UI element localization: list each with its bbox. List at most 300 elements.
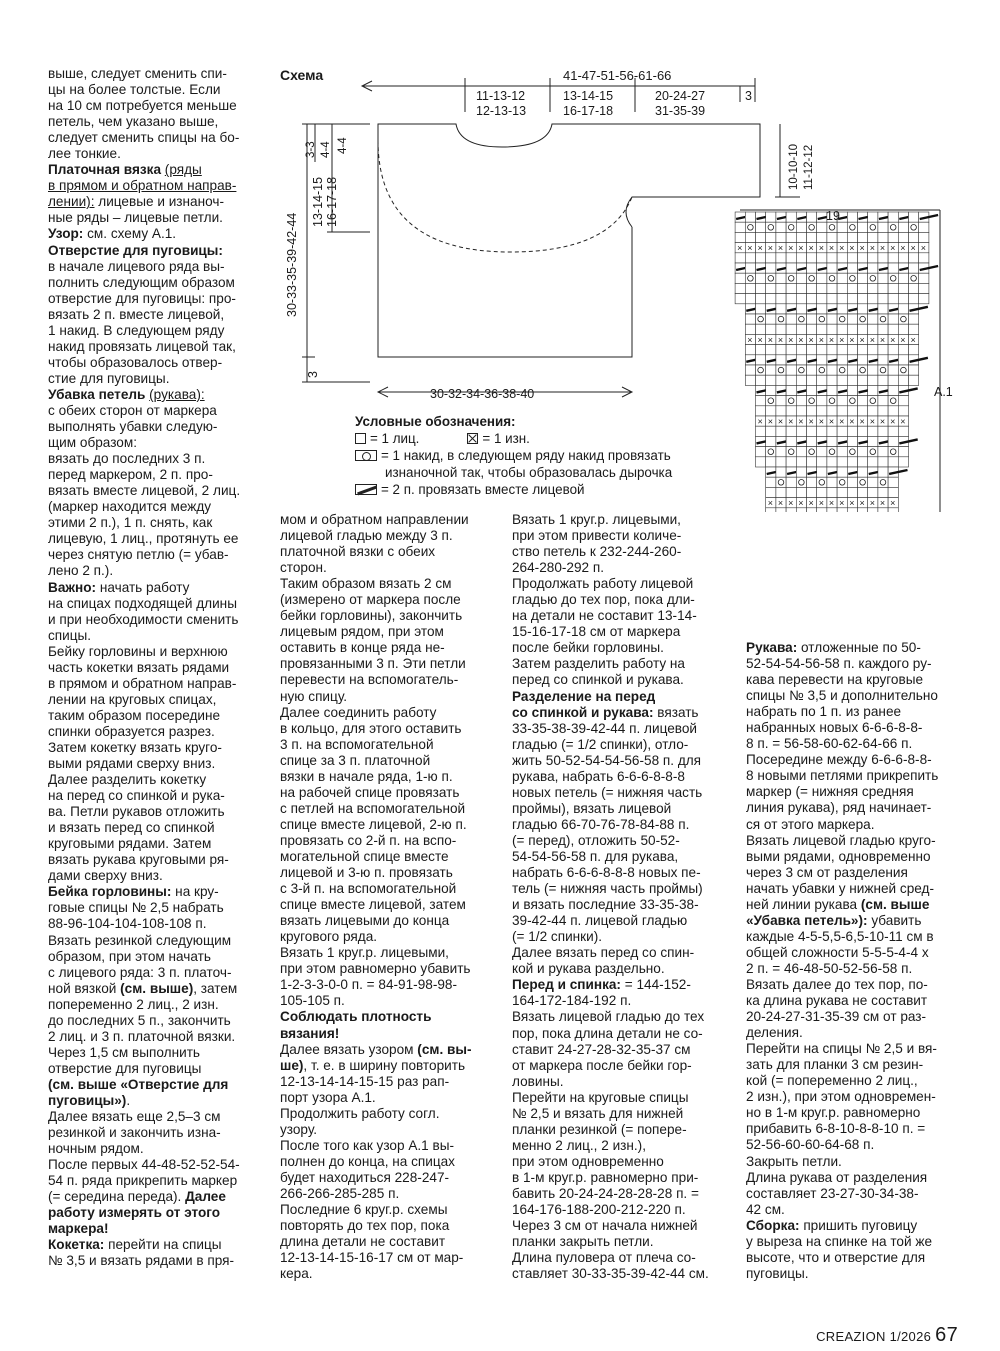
- purl-mark: ×: [849, 498, 855, 509]
- chart-cell: [898, 253, 908, 263]
- legend: Условные обозначения: = 1 лиц. = 1 изн. = 1 накид, в следующем ряду накид провязать изнаночной так, чтобы образовалась дырочка = 2 п. провязать вместе лицевой: [355, 414, 673, 497]
- chart-cell: [888, 263, 898, 273]
- chart-cell: [786, 222, 796, 232]
- text-line: выше, следует сменить спи-: [48, 66, 227, 81]
- text-line: Посередине между 6-6-6-8-8-: [746, 752, 932, 768]
- text-line: этими 2 п.), 1 п. снять, как: [48, 515, 213, 531]
- text-line: следует сменить спицы на бо-: [48, 130, 240, 146]
- text-line: прибавить 6-8-10-8-8-10 п. =: [746, 1121, 926, 1137]
- chart-cell: [847, 487, 857, 497]
- text-line: набранных новых 6-6-6-8-8-: [746, 720, 923, 736]
- chart-cell: [888, 232, 898, 242]
- chart-cell: [766, 263, 776, 273]
- chart-cell: [776, 508, 786, 512]
- chart-cell: [776, 314, 786, 324]
- purl-mark: ×: [818, 416, 824, 427]
- purl-mark: ×: [890, 334, 896, 345]
- text-line: резинкой и закончить изна-: [48, 1125, 221, 1141]
- purl-mark: ×: [788, 416, 794, 427]
- purl-mark: ×: [920, 243, 926, 254]
- text-line: 1-2-3-3-0-0 п. = 84-91-98-98-: [280, 977, 457, 993]
- chart-cell: [756, 426, 766, 436]
- chart-cell: [756, 304, 766, 314]
- chart-cell: [796, 273, 806, 283]
- text-line: с 3-й п. на вспомогательной: [280, 881, 457, 897]
- text-line: ную спицу.: [280, 688, 348, 704]
- chart-cell: [807, 324, 817, 334]
- purl-mark: ×: [808, 243, 814, 254]
- chart-cell: [786, 447, 796, 457]
- chart-cell: [766, 365, 776, 375]
- chart-cell: [796, 304, 806, 314]
- text-line: зать для планки 3 см резин-: [746, 1057, 924, 1073]
- chart-cell: [837, 365, 847, 375]
- purl-mark: ×: [777, 243, 784, 254]
- text-line: лицевую, 1 лиц., протянуть ее: [48, 531, 239, 547]
- chart-cell: [868, 457, 878, 467]
- chart-cell: [898, 283, 908, 293]
- purl-mark: ×: [808, 334, 814, 345]
- text-line: 266-266-285-285 п.: [280, 1185, 400, 1201]
- chart-cell: [817, 477, 827, 487]
- chart-cell: [735, 273, 745, 283]
- purl-mark: ×: [879, 498, 886, 509]
- chart-cell: [868, 273, 878, 283]
- chart-cell: [786, 457, 796, 467]
- text-line: работу измерять от этого: [48, 1205, 221, 1221]
- text-line: лицевым рядом, при этом: [280, 624, 444, 640]
- text-line: на перед со спинкой и рука-: [48, 788, 225, 804]
- chart-cell: [807, 447, 817, 457]
- chart-cell: [817, 345, 827, 355]
- chart-cell: [868, 396, 878, 406]
- chart-cell: [745, 365, 755, 375]
- chart-cell: [827, 385, 837, 395]
- text-line: Разделение на перед: [512, 688, 656, 704]
- text-line: стие для пуговицы.: [48, 370, 170, 386]
- chart-cell: [756, 457, 766, 467]
- chart-cell: [817, 426, 827, 436]
- text-line: платочной вязки с обеих: [280, 544, 436, 560]
- chart-cell: [807, 365, 817, 375]
- chart-cell: [898, 406, 908, 416]
- chart-cell: [868, 365, 878, 375]
- chart-cell: [868, 212, 878, 222]
- purl-mark: ×: [798, 334, 804, 345]
- chart-cell: [807, 253, 817, 263]
- chart-cell: [878, 253, 888, 263]
- chart-cell: [827, 406, 837, 416]
- chart-cell: [909, 212, 919, 222]
- chart-cell: [868, 447, 878, 457]
- purl-mark: ×: [808, 416, 814, 427]
- chart-cell: [888, 457, 898, 467]
- text-line: и при необходимости сменить: [48, 611, 239, 627]
- chart-cell: [817, 508, 827, 512]
- chart-cell: [786, 314, 796, 324]
- chart-cell: [817, 447, 827, 457]
- chart-cell: [796, 396, 806, 406]
- chart-cell: [909, 314, 919, 324]
- chart-cell: [817, 294, 827, 304]
- text-line: (= перед), отложить 50-52-: [512, 832, 680, 848]
- purl-mark: ×: [900, 334, 906, 345]
- purl-mark: ×: [747, 243, 753, 254]
- text-column-4: [746, 640, 958, 1282]
- text-line: бавить 20-24-24-28-28-28 п. =: [512, 1185, 699, 1201]
- text-line: выполнять убавки следую-: [48, 419, 218, 435]
- chart-cell: [796, 365, 806, 375]
- chart-cell: [776, 273, 786, 283]
- chart-cell: [858, 467, 868, 477]
- text-line: гладью до тех пор, пока дли-: [512, 592, 695, 608]
- text-line: пор, пока длина детали не со-: [512, 1025, 703, 1041]
- purl-mark: ×: [900, 416, 906, 427]
- text-line: после бейки горловины.: [512, 640, 664, 656]
- diagram-title: Схема: [280, 67, 324, 83]
- purl-mark: ×: [869, 334, 875, 345]
- text-line: Затем разделить работу на: [512, 656, 685, 672]
- text-line: Вязать 1 круг.р. лицевыми,: [512, 512, 681, 527]
- chart-cell: [878, 355, 888, 365]
- text-line: от маркера после бейки гор-: [512, 1057, 692, 1073]
- chart-cell: [878, 222, 888, 232]
- chart-cell: [888, 477, 898, 487]
- chart-cell: [786, 406, 796, 416]
- chart-cell: [837, 253, 847, 263]
- text-line: вязания!: [280, 1025, 340, 1041]
- chart-cell: [878, 477, 888, 487]
- chart-cell: [827, 396, 837, 406]
- chart-cell: [766, 375, 776, 385]
- chart-cell: [909, 375, 919, 385]
- chart-cell: [898, 304, 908, 314]
- chart-cell: [786, 345, 796, 355]
- chart-cell: [847, 263, 857, 273]
- text-line: новых петель (= нижняя часть: [512, 784, 703, 800]
- chart-cell: [868, 406, 878, 416]
- text-line: круговыми рядами. Затем: [48, 836, 212, 852]
- chart-cell: [796, 283, 806, 293]
- chart-cell: [786, 436, 796, 446]
- text-column-2: [280, 512, 502, 1282]
- text-line: Закрыть петли.: [746, 1153, 842, 1169]
- chart-cell: [756, 365, 766, 375]
- chart-cell: [868, 375, 878, 385]
- chart-cell: [745, 345, 755, 355]
- svg-text:16-17-18: 16-17-18: [325, 176, 339, 227]
- svg-text:3-3: 3-3: [305, 141, 317, 158]
- text-line: чтобы образовалось отвер-: [48, 354, 223, 370]
- chart-cell: [827, 273, 837, 283]
- text-line: вязать вместе лицевой, 2 лиц.: [48, 483, 241, 499]
- chart-cell: [898, 365, 908, 375]
- chart-cell: [756, 324, 766, 334]
- chart-cell: [766, 436, 776, 446]
- text-line: маркера!: [48, 1221, 109, 1237]
- text-line: выми рядами сверху вниз.: [48, 756, 216, 772]
- purl-mark: ×: [808, 498, 814, 509]
- svg-text:20-24-27: 20-24-27: [655, 89, 706, 103]
- chart-cell: [766, 508, 776, 512]
- chart-cell: [868, 294, 878, 304]
- svg-text:11-12-12: 11-12-12: [803, 144, 815, 190]
- text-line: ка длина рукава не составит: [746, 993, 928, 1009]
- text-line: 2 п. = 46-48-50-52-56-58 п.: [746, 960, 913, 976]
- chart-cell: [817, 406, 827, 416]
- text-line: ной вязкой (см. выше), затем: [48, 980, 238, 996]
- chart-cell: [786, 487, 796, 497]
- chart-cell: [745, 222, 755, 232]
- svg-text:A.1: A.1: [934, 385, 953, 399]
- purl-mark: ×: [859, 334, 865, 345]
- purl-mark: ×: [818, 334, 824, 345]
- chart-cell: [858, 508, 868, 512]
- chart-cell: [766, 294, 776, 304]
- chart-cell: [909, 345, 919, 355]
- chart-cell: [868, 263, 878, 273]
- chart-cell: [868, 283, 878, 293]
- chart-cell: [837, 345, 847, 355]
- svg-text:13-14-15: 13-14-15: [563, 89, 614, 103]
- text-line: ставляет 30-33-35-39-42-44 см.: [512, 1266, 709, 1282]
- text-line: бейки горловины), закончить: [280, 608, 463, 624]
- text-line: спице за 3 п. платочной: [280, 752, 431, 768]
- text-line: Сборка: пришить пуговицу: [746, 1217, 918, 1233]
- chart-cell: [888, 273, 898, 283]
- chart-cell: [817, 222, 827, 232]
- svg-text:30-33-35-39-42-44: 30-33-35-39-42-44: [285, 212, 299, 317]
- chart-cell: [898, 314, 908, 324]
- chart-cell: [827, 314, 837, 324]
- chart-cell: [776, 375, 786, 385]
- chart-cell: [827, 487, 837, 497]
- purl-mark: ×: [777, 498, 784, 509]
- chart-cell: [837, 467, 847, 477]
- chart-cell: [766, 232, 776, 242]
- chart-cell: [817, 467, 827, 477]
- text-line: в прямом и обратном направ-: [48, 675, 237, 691]
- svg-text:12-13-13: 12-13-13: [476, 104, 527, 118]
- chart-cell: [909, 232, 919, 242]
- purl-mark: ×: [849, 334, 855, 345]
- chart-cell: [796, 294, 806, 304]
- text-line: Перейти на спицы № 2,5 и вя-: [746, 1041, 937, 1057]
- chart-cell: [796, 314, 806, 324]
- chart-cell: [776, 232, 786, 242]
- text-line: у выреза на спинке на той же: [746, 1233, 932, 1249]
- chart-cell: [786, 385, 796, 395]
- text-line: Далее вязать перед со спин-: [512, 945, 695, 961]
- chart-cell: [796, 232, 806, 242]
- chart-cell: [756, 283, 766, 293]
- chart-cell: [888, 447, 898, 457]
- chart-cell: [817, 487, 827, 497]
- text-line: Перед и спинка: = 144-152-: [512, 977, 691, 993]
- chart-cell: [776, 426, 786, 436]
- chart-cell: [888, 345, 898, 355]
- svg-text:31-35-39: 31-35-39: [655, 104, 706, 118]
- chart-cell: [837, 477, 847, 487]
- text-line: Вязать резинкой следующим: [48, 932, 232, 948]
- chart-cell: [796, 508, 806, 512]
- chart-cell: [776, 447, 786, 457]
- text-line: 39-42-44 п. лицевой гладью: [512, 913, 688, 929]
- chart-cell: [807, 294, 817, 304]
- chart-cell: [888, 436, 898, 446]
- chart-cell: [766, 345, 776, 355]
- chart-cell: [817, 253, 827, 263]
- purl-mark: ×: [777, 416, 784, 427]
- chart-cell: [837, 283, 847, 293]
- purl-mark: ×: [747, 334, 753, 345]
- chart-cell: [786, 396, 796, 406]
- chart-cell: [756, 232, 766, 242]
- purl-mark: ×: [839, 334, 845, 345]
- chart-cell: [878, 304, 888, 314]
- chart-cell: [807, 375, 817, 385]
- chart-cell: [827, 222, 837, 232]
- text-line: Вязать лицевой гладью круго-: [746, 832, 936, 848]
- text-line: Длина рукава от разделения: [746, 1169, 928, 1185]
- text-line: 12-13-14-15-16-17 см от мар-: [280, 1250, 464, 1266]
- text-line: на спицах подходящей длины: [48, 595, 237, 611]
- chart-cell: [888, 283, 898, 293]
- text-line: 105-105 п.: [280, 993, 345, 1009]
- text-line: дами сверху вниз.: [48, 868, 163, 884]
- chart-cell: [796, 324, 806, 334]
- purl-mark: ×: [788, 334, 794, 345]
- chart-cell: [817, 365, 827, 375]
- chart-cell: [847, 345, 857, 355]
- chart-cell: [756, 447, 766, 457]
- text-line: в прямом и обратном направ-: [48, 178, 237, 194]
- text-line: отверстие для пуговицы: [48, 1060, 202, 1076]
- chart-cell: [837, 375, 847, 385]
- purl-mark: ×: [798, 498, 804, 509]
- chart-cell: [827, 263, 837, 273]
- chart-cell: [888, 385, 898, 395]
- chart-cell: [858, 314, 868, 324]
- chart-cell: [837, 447, 847, 457]
- purl-mark: ×: [788, 498, 794, 509]
- chart-cell: [847, 314, 857, 324]
- chart-cell: [847, 426, 857, 436]
- chart-cell: [796, 375, 806, 385]
- text-line: будет находиться 228-247-: [280, 1169, 450, 1185]
- pattern-chart-a1: [735, 212, 938, 512]
- text-line: мом и обратном направлении: [280, 512, 469, 527]
- chart-cell: [786, 508, 796, 512]
- text-line: ство петель к 232-244-260-: [512, 544, 682, 560]
- purl-mark: ×: [839, 416, 845, 427]
- chart-cell: [847, 447, 857, 457]
- text-line: вязать рукава круговыми ря-: [48, 852, 229, 868]
- purl-mark: ×: [869, 416, 875, 427]
- chart-cell: [766, 396, 776, 406]
- purl-mark: ×: [828, 498, 835, 509]
- text-line: 42 см.: [746, 1201, 785, 1217]
- chart-cell: [776, 283, 786, 293]
- chart-cell: [827, 436, 837, 446]
- chart-cell: [919, 222, 929, 232]
- text-line: Бейку горловины и верхнюю: [48, 643, 228, 659]
- chart-cell: [898, 273, 908, 283]
- chart-cell: [878, 294, 888, 304]
- chart-cell: [745, 314, 755, 324]
- text-line: Важно: начать работу: [48, 579, 190, 595]
- chart-cell: [776, 304, 786, 314]
- text-line: ные ряды – лицевые петли.: [48, 210, 223, 226]
- text-line: проймы), вязать лицевой: [512, 800, 672, 816]
- chart-cell: [776, 406, 786, 416]
- chart-cell: [909, 273, 919, 283]
- chart-cell: [898, 457, 908, 467]
- text-line: кой и рукава раздельно.: [512, 961, 665, 977]
- chart-cell: [766, 212, 776, 222]
- purl-mark: ×: [849, 416, 855, 427]
- chart-cell: [796, 345, 806, 355]
- chart-cell: [807, 283, 817, 293]
- text-line: Перейти на круговые спицы: [512, 1089, 689, 1105]
- chart-cell: [858, 324, 868, 334]
- purl-mark: ×: [910, 334, 916, 345]
- chart-cell: [807, 232, 817, 242]
- chart-cell: [796, 406, 806, 416]
- chart-cell: [817, 314, 827, 324]
- chart-cell: [888, 365, 898, 375]
- text-line: Далее соединить работу: [280, 704, 437, 720]
- chart-cell: [745, 273, 755, 283]
- text-line: гладью 66-70-76-78-84-88 п.: [512, 816, 690, 832]
- chart-cell: [756, 253, 766, 263]
- chart-cell: [888, 487, 898, 497]
- chart-cell: [807, 436, 817, 446]
- chart-cell: [868, 477, 878, 487]
- chart-cell: [756, 396, 766, 406]
- chart-cell: [756, 222, 766, 232]
- chart-cell: [796, 222, 806, 232]
- text-line: Отверстие для пуговицы:: [48, 242, 223, 258]
- purl-mark: ×: [869, 498, 875, 509]
- text-line: через снятую петлю (= убав-: [48, 547, 229, 563]
- chart-cell: [858, 355, 868, 365]
- purl-mark: ×: [818, 243, 824, 254]
- chart-cell: [776, 457, 786, 467]
- text-line: набрать по 1 п. из ранее: [746, 704, 902, 720]
- chart-cell: [745, 253, 755, 263]
- chart-cell: [735, 222, 745, 232]
- text-line: 15-16-17-18 см от маркера: [512, 624, 681, 640]
- chart-cell: [878, 345, 888, 355]
- text-line: 264-280-292 п.: [512, 560, 605, 576]
- text-line: попеременно 2 лиц., 2 изн.: [48, 996, 219, 1012]
- chart-cell: [868, 314, 878, 324]
- chart-cell: [919, 232, 929, 242]
- text-line: рукава, набрать 6-6-6-8-8-8: [512, 768, 685, 784]
- text-line: Далее разделить кокетку: [48, 772, 207, 788]
- text-line: 1 накид. В следующем ряду: [48, 322, 225, 338]
- chart-cell: [796, 457, 806, 467]
- chart-cell: [878, 426, 888, 436]
- chart-cell: [868, 385, 878, 395]
- chart-cell: [837, 457, 847, 467]
- text-line: 3 п. на вспомогательной: [280, 736, 434, 752]
- chart-cell: [745, 294, 755, 304]
- chart-cell: [827, 447, 837, 457]
- chart-cell: [858, 345, 868, 355]
- chart-cell: [898, 447, 908, 457]
